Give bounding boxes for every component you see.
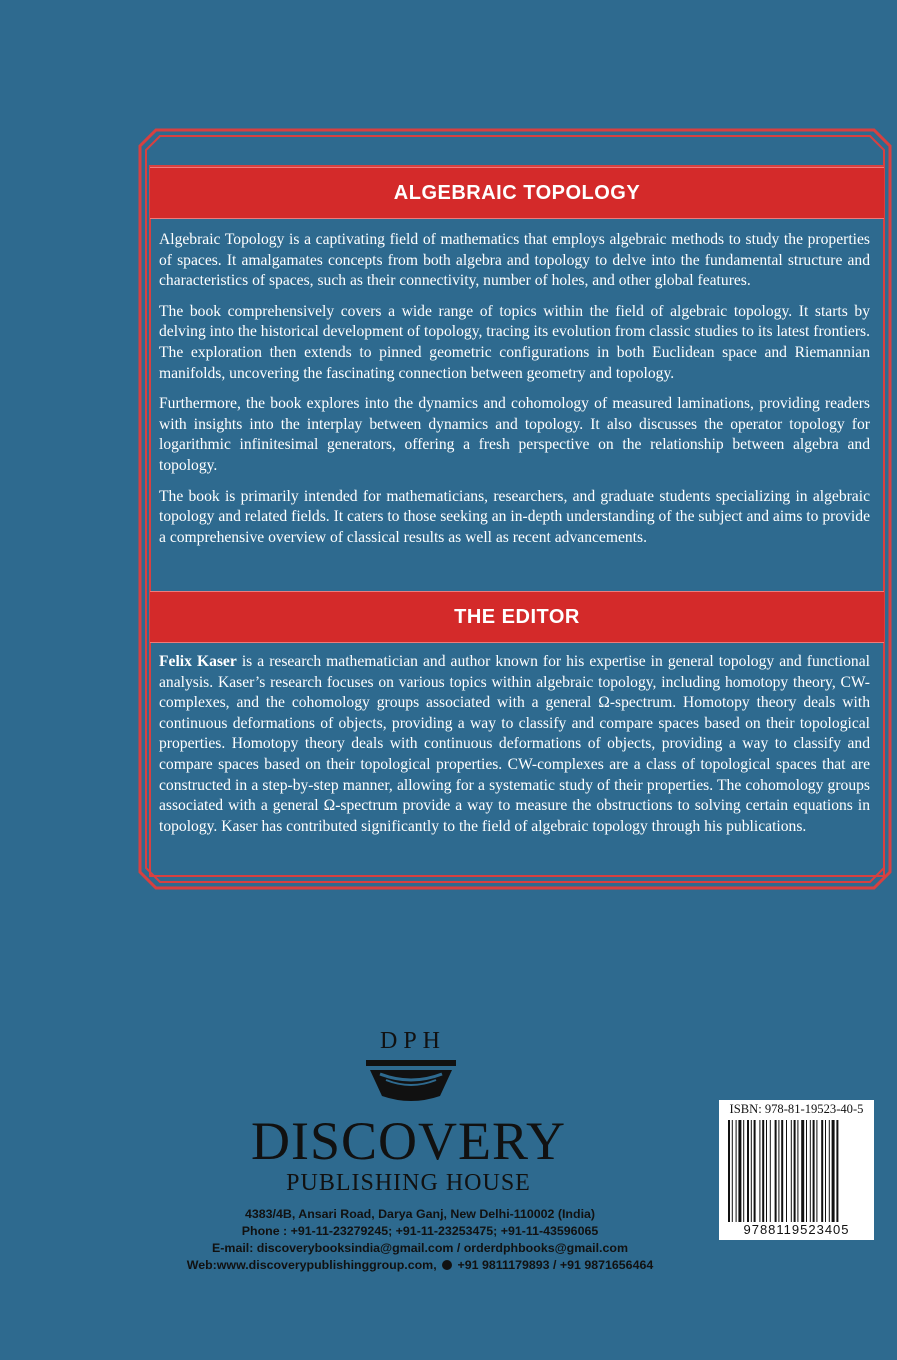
whatsapp-icon: [442, 1260, 452, 1270]
publisher-subname: PUBLISHING HOUSE: [286, 1170, 531, 1196]
mobile-line: +91 9811179893 / +91 9871656464: [457, 1258, 654, 1272]
editor-bio: [159, 652, 870, 847]
paragraph: Algebraic Topology is a captivating field of mathematics that employs algebraic methods to study the properties of spaces. It amalgamates concepts from both algebra and topology to delve into the fundamental structure and characteristics of spaces, such as their connectivity, number of holes, and other global features.: [159, 231, 870, 290]
isbn-barcode: [719, 1100, 874, 1240]
web-line: Web:www.discoverypublishinggroup.com,: [186, 1258, 437, 1272]
publisher-name: DISCOVERY: [250, 1111, 567, 1171]
section-heading-the-editor: THE EDITOR: [150, 591, 884, 643]
editor-bio-text: is a research mathematician and author known for his expertise in general topology and functional analysis. Kaser’s research focuses on various topics within algebraic topology, including homotopy theory, CW-complexes, and the cohomology groups associated with a general Ω-spectrum. Homotopy theory deals with continuous deformations of objects, providing a way to classify and compare spaces based on their topological properties. Homotopy theory deals with continuous deformations of objects, providing a way to classify and compare spaces based on their topological properties. CW-complexes are a class of topological spaces that are constructed in a step-by-step manner, allowing for a systematic study of their properties. The cohomology groups associated with a general Ω-spectrum provide a way to measure the obstructions to solving certain equations in topology. Kaser has contributed significantly to the field of algebraic topology through his publications.: [159, 653, 870, 835]
publisher-logo: [236, 1028, 581, 1198]
phone-line: Phone : +91-11-23279245; +91-11-23253475; +91-11-43596065: [241, 1224, 599, 1238]
paragraph: The book is primarily intended for mathematicians, researchers, and graduate students specializing in algebraic topology and related fields. It caters to those seeking an in-depth understanding of the subject and aims to provide a comprehensive overview of classical results as well as recent advancements.: [159, 487, 870, 546]
logo-letters: DPH: [379, 1028, 446, 1054]
isbn-label: ISBN: 978-81-19523-40-5: [729, 1102, 864, 1116]
section-heading-algebraic-topology: ALGEBRAIC TOPOLOGY: [150, 167, 884, 219]
editor-name: Felix Kaser: [159, 653, 237, 670]
description-text: [159, 230, 870, 558]
paragraph: The book comprehensively covers a wide range of topics within the field of algebraic topology. It starts by delving into the historical development of topology, tracing its evolution from classic studies to its latest frontiers. The exploration then extends to pinned geometric configurations in both Euclidean space and Riemannian manifolds, uncovering the fascinating connection between geometry and topology.: [159, 302, 870, 382]
barcode-bars-icon: [728, 1120, 865, 1222]
publisher-contact: [170, 1206, 670, 1274]
address-line: 4383/4B, Ansari Road, Darya Ganj, New Delhi-110002 (India): [244, 1207, 596, 1221]
paragraph: Furthermore, the book explores into the dynamics and cohomology of measured laminations, providing readers with insights into the interplay between dynamics and topology. It also discusses the operator topology for logarithmic infinitesimal generators, offering a fresh perspective on the relationship between algebra and topology.: [159, 395, 870, 474]
email-line: E-mail: discoverybooksindia@gmail.com / orderdphbooks@gmail.com: [212, 1241, 628, 1255]
barcode-digits: 9788119523405: [743, 1222, 850, 1237]
logo-emblem-icon: [366, 1060, 456, 1108]
